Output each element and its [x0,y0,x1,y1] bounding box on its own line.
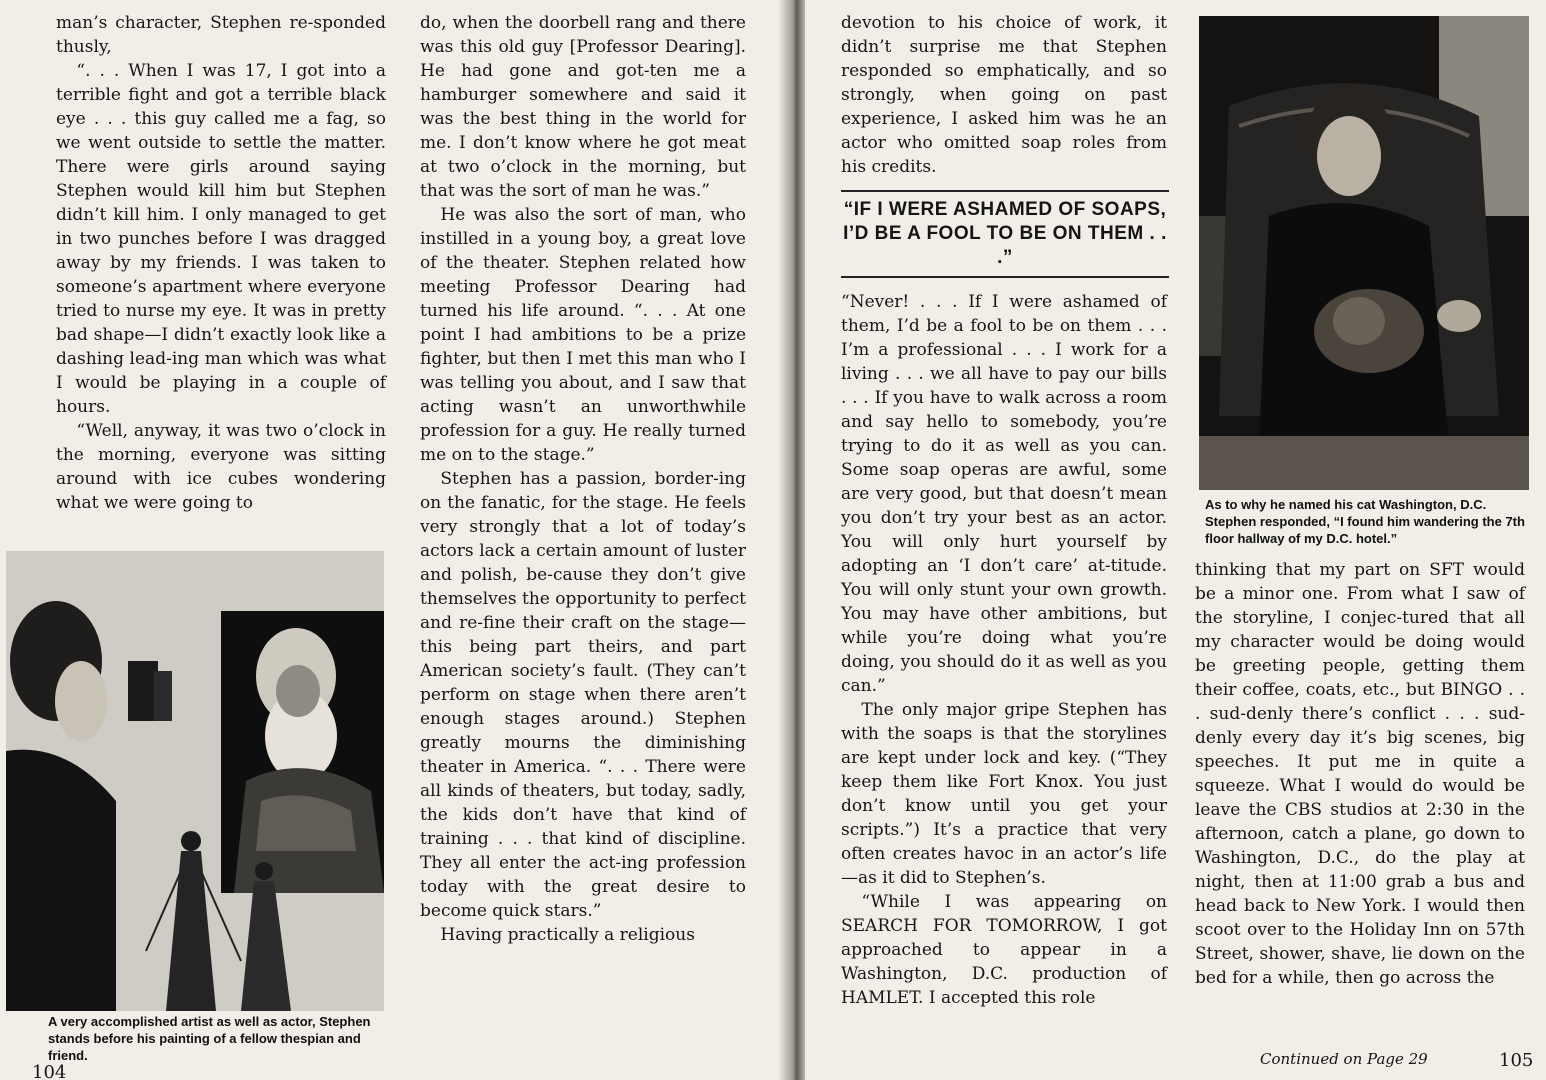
paragraph: “While I was appearing on SEARCH FOR TOMORROW, I got approached to appear in a Washington, D.C. production of HAMLET. I accepted this role [841,892,1167,1008]
page-number: 105 [1499,1050,1534,1071]
photo-illustration [1199,16,1529,490]
paragraph: Having practically a religious [440,925,695,945]
paragraph: devotion to his choice of work, it didn’t surprise me that Stephen responded so emphatically, and so strongly, when going on past experience, I asked him was he an actor who omitted soap roles from his credits. [841,13,1167,177]
subheading: “IF I WERE ASHAMED OF SOAPS, I’D BE A FOOL TO BE ON THEM . . .” [841,190,1169,278]
paragraph: thinking that my part on SFT would be a minor one. From what I saw of the storyline, I conjec-tured that all my character would be doing would be greeting people, getting them their coffee, coats, etc., but BINGO . . . sud-denly there’s conflict . . . sud-denly every day it’s big scenes, big speeches. It put me in quite a squeeze. What I would do would be leave the CBS studios at 2:30 in the afternoon, catch a plane, go down to Washington, D.C., do the play at night, then at 11:00 grab a bus and head back to New York. I would then scoot over to the Holiday Inn on 57th Street, shower, shave, lie down on the bed for a while, then go across the [1195,560,1525,988]
paragraph: “Never! . . . If I were ashamed of them, I’d be a fool to be on them . . . I’m a professional . . . I work for a living . . . we all have to pay our bills . . . If you have to walk across a room and say hello to somebody, you’re trying to do it as well as you can. Some soap operas are awful, some are very good, but that doesn’t mean you don’t try your best as an actor. You will only hurt yourself by adopting an ‘I don’t care’ at-titude. You will only stunt your own growth. You may have other ambitions, but while you’re doing what you’re doing, you should do it as well as you can.” [841,292,1167,696]
paragraph: “Well, anyway, it was two o’clock in the morning, everyone was sitting around with ice cubes wondering what we were going to [56,421,386,513]
text-column-a [56,11,386,515]
photo-stephen-with-cat [1199,16,1529,490]
page-number: 104 [32,1062,67,1080]
paragraph: “. . . When I was 17, I got into a terrible fight and got a terrible black eye . . . this guy called me a fag, so we went outside to settle the matter. There were girls around saying Stephen would kill him but Stephen didn’t kill him. I only managed to get in two punches before I was dragged away by my friends. I was taken to someone’s apartment where everyone tried to nurse my eye. It was in pretty bad shape—I didn’t exactly look like a dashing lead-ing man which was what I would be playing in a couple of hours. [56,61,386,417]
paragraph: man’s character, Stephen re-sponded thusly, [56,13,386,57]
continued-note: Continued on Page 29 [1260,1050,1428,1068]
right-page [805,0,1546,1080]
paragraph: He was also the sort of man, who instilled in a young boy, a great love of the theater. Stephen related how meeting Professor Dearing had turned his life around. “. . . At one point I had ambitions to be a prize fighter, but then I met this man who I was telling you about, and I saw that acting wasn’t an unworthwhile profession for a guy. He really turned me on to the stage.” [420,205,746,465]
photo-stephen-with-painting [6,551,384,1011]
text-column-b [420,11,746,947]
text-column-d [1195,558,1525,990]
photo-illustration [6,551,384,1011]
paragraph: Stephen has a passion, border-ing on the fanatic, for the stage. He feels very strongly that a lot of today’s actors lack a certain amount of luster and polish, be-cause they don’t give themselves the opportunity to perfect and re-fine their craft on the stage—this being part theirs, and part American society’s fault. (They can’t perform on stage when there aren’t enough stages around.) Stephen greatly mourns the diminishing theater in America. “. . . There were all kinds of theaters, but today, sadly, the kids don’t have that kind of training . . . that kind of discipline. They all enter the act-ing profession today with the great desire to become quick stars.” [420,469,746,921]
text-column-c-continued [841,290,1167,1010]
photo-caption: A very accomplished artist as well as actor, Stephen stands before his painting of a fellow thespian and friend. [48,1014,371,1063]
paragraph: do, when the doorbell rang and there was this old guy [Professor Dearing]. He had gone and got-ten me a hamburger somewhere and said it was the best thing in the world for me. I don’t know where he got meat at two o’clock in the morning, but that was the sort of man he was.” [420,13,746,201]
text-column-c [841,11,1167,179]
photo-caption: As to why he named his cat Washington, D.C. Stephen responded, “I found him wandering the 7th floor hallway of my D.C. hotel.” [1205,497,1525,546]
paragraph: The only major gripe Stephen has with the soaps is that the storylines are kept under lock and key. (“They keep them like Fort Knox. You just don’t know until you get your scripts.”) It’s a practice that very often creates havoc in an actor’s life—as it did to Stephen’s. [841,700,1167,888]
